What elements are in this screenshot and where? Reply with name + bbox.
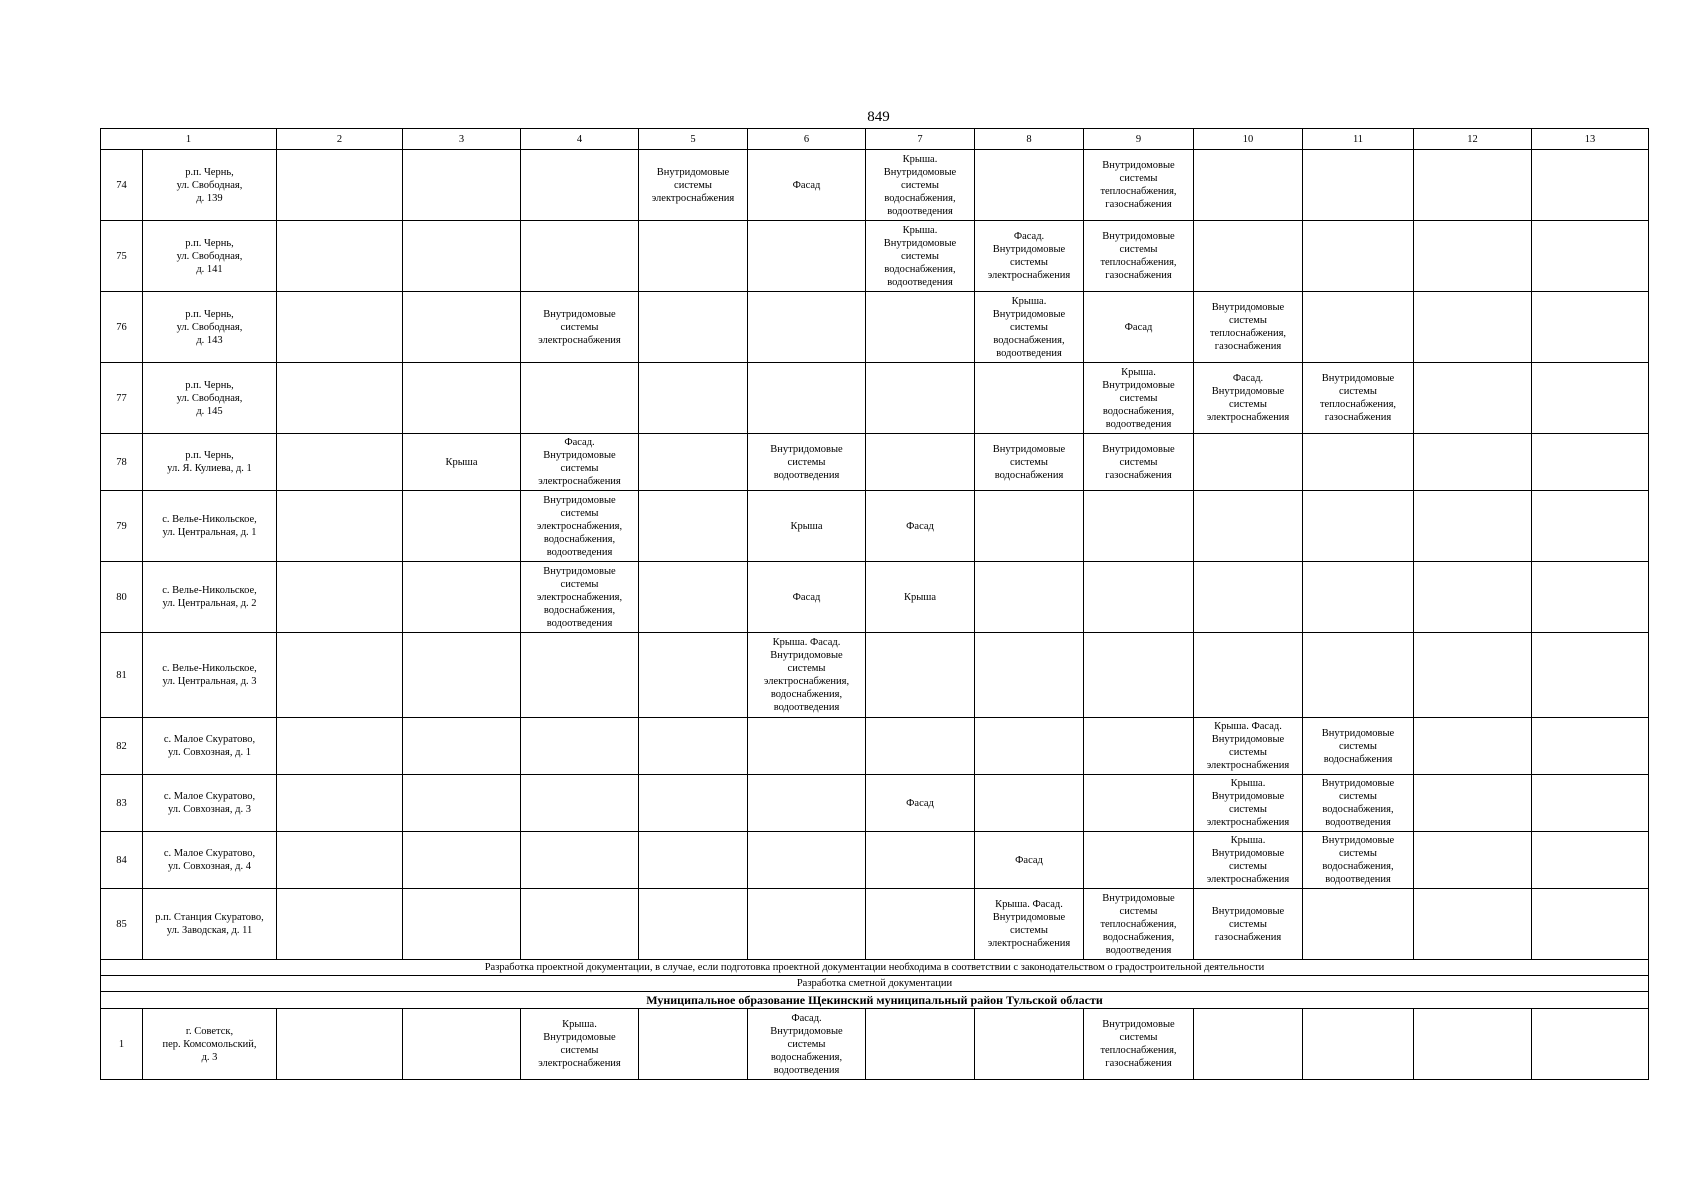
cell-col-9: Внутридомовые системы теплоснабжения, газоснабжения (1084, 150, 1194, 221)
row-number: 81 (101, 633, 143, 718)
column-header-1: 1 (101, 129, 277, 150)
row-number: 83 (101, 775, 143, 832)
cell-col-2 (277, 363, 403, 434)
cell-col-3 (403, 832, 521, 889)
cell-col-8: Фасад. Внутридомовые системы электроснабжения (975, 221, 1084, 292)
cell-col-13 (1532, 633, 1649, 718)
cell-col-5: Внутридомовые системы электроснабжения (639, 150, 748, 221)
cell-col-4 (521, 718, 639, 775)
cell-col-13 (1532, 562, 1649, 633)
cell-col-10: Внутридомовые системы газоснабжения (1194, 889, 1303, 960)
cell-col-9: Фасад (1084, 292, 1194, 363)
cell-col-12 (1414, 491, 1532, 562)
cell-col-4 (521, 221, 639, 292)
table-row (101, 363, 1649, 434)
cell-col-11 (1303, 633, 1414, 718)
cell-col-8: Фасад (975, 832, 1084, 889)
column-number-row (101, 129, 1649, 150)
cell-col-6 (748, 775, 866, 832)
cell-col-6 (748, 363, 866, 434)
cell-col-10: Крыша. Внутридомовые системы электроснабжения (1194, 832, 1303, 889)
cell-col-10: Крыша. Фасад. Внутридомовые системы электроснабжения (1194, 718, 1303, 775)
cell-col-3 (403, 1009, 521, 1080)
estimate-note: Разработка сметной документации (101, 976, 1649, 992)
cell-col-12 (1414, 633, 1532, 718)
table-row (101, 491, 1649, 562)
cell-col-5 (639, 221, 748, 292)
cell-col-4: Фасад. Внутридомовые системы электроснабжения (521, 434, 639, 491)
cell-col-6: Фасад (748, 562, 866, 633)
cell-col-10 (1194, 221, 1303, 292)
cell-col-7 (866, 633, 975, 718)
row-number: 74 (101, 150, 143, 221)
cell-col-5 (639, 889, 748, 960)
cell-col-3 (403, 491, 521, 562)
row-address: р.п. Чернь, ул. Свободная, д. 145 (143, 363, 277, 434)
column-header-2: 2 (277, 129, 403, 150)
row-address: с. Велье-Никольское, ул. Центральная, д. 1 (143, 491, 277, 562)
cell-col-11 (1303, 221, 1414, 292)
cell-col-11: Внутридомовые системы водоснабжения (1303, 718, 1414, 775)
cell-col-10 (1194, 562, 1303, 633)
cell-col-8 (975, 363, 1084, 434)
row-address: р.п. Чернь, ул. Свободная, д. 143 (143, 292, 277, 363)
row-number: 85 (101, 889, 143, 960)
cell-col-7 (866, 1009, 975, 1080)
table-row (101, 1009, 1649, 1080)
column-header-13: 13 (1532, 129, 1649, 150)
row-address: с. Велье-Никольское, ул. Центральная, д. 2 (143, 562, 277, 633)
column-header-6: 6 (748, 129, 866, 150)
cell-col-9: Внутридомовые системы газоснабжения (1084, 434, 1194, 491)
row-address: р.п. Чернь, ул. Я. Кулиева, д. 1 (143, 434, 277, 491)
column-header-8: 8 (975, 129, 1084, 150)
cell-col-6 (748, 221, 866, 292)
cell-col-13 (1532, 221, 1649, 292)
cell-col-5 (639, 562, 748, 633)
row-number: 80 (101, 562, 143, 633)
cell-col-2 (277, 718, 403, 775)
table-row (101, 832, 1649, 889)
column-header-12: 12 (1414, 129, 1532, 150)
cell-col-3 (403, 292, 521, 363)
table-row (101, 718, 1649, 775)
column-header-7: 7 (866, 129, 975, 150)
cell-col-13 (1532, 889, 1649, 960)
cell-col-2 (277, 633, 403, 718)
cell-col-4: Внутридомовые системы электроснабжения (521, 292, 639, 363)
table-row (101, 292, 1649, 363)
table-row (101, 150, 1649, 221)
cell-col-10 (1194, 434, 1303, 491)
cell-col-11: Внутридомовые системы водоснабжения, водоотведения (1303, 832, 1414, 889)
cell-col-9 (1084, 718, 1194, 775)
cell-col-4 (521, 832, 639, 889)
cell-col-9 (1084, 775, 1194, 832)
cell-col-5 (639, 292, 748, 363)
cell-col-12 (1414, 221, 1532, 292)
cell-col-3: Крыша (403, 434, 521, 491)
cell-col-10 (1194, 1009, 1303, 1080)
cell-col-5 (639, 1009, 748, 1080)
cell-col-4 (521, 150, 639, 221)
cell-col-13 (1532, 832, 1649, 889)
cell-col-7 (866, 363, 975, 434)
row-number: 1 (101, 1009, 143, 1080)
cell-col-8 (975, 633, 1084, 718)
cell-col-9: Крыша. Внутридомовые системы водоснабжения, водоотведения (1084, 363, 1194, 434)
cell-col-6: Фасад (748, 150, 866, 221)
cell-col-3 (403, 889, 521, 960)
cell-col-4 (521, 363, 639, 434)
municipality-heading-row (101, 992, 1649, 1009)
column-header-3: 3 (403, 129, 521, 150)
cell-col-6: Крыша. Фасад. Внутридомовые системы электроснабжения, водоснабжения, водоотведения (748, 633, 866, 718)
page-number: 849 (867, 109, 890, 125)
cell-col-11 (1303, 292, 1414, 363)
cell-col-2 (277, 221, 403, 292)
cell-col-2 (277, 832, 403, 889)
cell-col-8 (975, 1009, 1084, 1080)
row-address: р.п. Чернь, ул. Свободная, д. 141 (143, 221, 277, 292)
cell-col-13 (1532, 718, 1649, 775)
row-number: 79 (101, 491, 143, 562)
cell-col-8: Крыша. Внутридомовые системы водоснабжения, водоотведения (975, 292, 1084, 363)
cell-col-11 (1303, 434, 1414, 491)
cell-col-4 (521, 633, 639, 718)
cell-col-9: Внутридомовые системы теплоснабжения, газоснабжения (1084, 221, 1194, 292)
cell-col-2 (277, 562, 403, 633)
cell-col-12 (1414, 889, 1532, 960)
cell-col-6 (748, 832, 866, 889)
cell-col-7 (866, 292, 975, 363)
cell-col-6: Внутридомовые системы водоотведения (748, 434, 866, 491)
cell-col-12 (1414, 832, 1532, 889)
table-row (101, 633, 1649, 718)
cell-col-9: Внутридомовые системы теплоснабжения, водоснабжения, водоотведения (1084, 889, 1194, 960)
cell-col-7: Фасад (866, 775, 975, 832)
cell-col-2 (277, 434, 403, 491)
cell-col-5 (639, 633, 748, 718)
cell-col-3 (403, 775, 521, 832)
cell-col-4: Внутридомовые системы электроснабжения, водоснабжения, водоотведения (521, 562, 639, 633)
cell-col-3 (403, 221, 521, 292)
cell-col-3 (403, 150, 521, 221)
table-row (101, 775, 1649, 832)
cell-col-5 (639, 363, 748, 434)
column-header-11: 11 (1303, 129, 1414, 150)
cell-col-12 (1414, 562, 1532, 633)
cell-col-5 (639, 491, 748, 562)
cell-col-12 (1414, 292, 1532, 363)
cell-col-6: Крыша (748, 491, 866, 562)
cell-col-7: Крыша (866, 562, 975, 633)
row-number: 82 (101, 718, 143, 775)
data-rows (101, 150, 1649, 960)
cell-col-9 (1084, 633, 1194, 718)
cell-col-6 (748, 292, 866, 363)
cell-col-12 (1414, 434, 1532, 491)
cell-col-8: Крыша. Фасад. Внутридомовые системы электроснабжения (975, 889, 1084, 960)
table-row (101, 221, 1649, 292)
row-address: р.п. Чернь, ул. Свободная, д. 139 (143, 150, 277, 221)
cell-col-10: Внутридомовые системы теплоснабжения, газоснабжения (1194, 292, 1303, 363)
table-row (101, 889, 1649, 960)
cell-col-2 (277, 150, 403, 221)
cell-col-9 (1084, 491, 1194, 562)
cell-col-5 (639, 434, 748, 491)
cell-col-13 (1532, 292, 1649, 363)
column-header-9: 9 (1084, 129, 1194, 150)
cell-col-9: Внутридомовые системы теплоснабжения, газоснабжения (1084, 1009, 1194, 1080)
cell-col-11 (1303, 491, 1414, 562)
cell-col-5 (639, 718, 748, 775)
design-note: Разработка проектной документации, в случае, если подготовка проектной документации необходима в соответствии с законодательством о градостроительной деятельности (101, 960, 1649, 976)
row-address: с. Велье-Никольское, ул. Центральная, д. 3 (143, 633, 277, 718)
repair-schedule-table (100, 128, 1649, 1080)
cell-col-7 (866, 434, 975, 491)
cell-col-4: Крыша. Внутридомовые системы электроснабжения (521, 1009, 639, 1080)
row-address: г. Советск, пер. Комсомольский, д. 3 (143, 1009, 277, 1080)
cell-col-7 (866, 718, 975, 775)
column-header-4: 4 (521, 129, 639, 150)
cell-col-10 (1194, 491, 1303, 562)
cell-col-3 (403, 633, 521, 718)
cell-col-11: Внутридомовые системы теплоснабжения, газоснабжения (1303, 363, 1414, 434)
cell-col-12 (1414, 718, 1532, 775)
cell-col-10: Фасад. Внутридомовые системы электроснабжения (1194, 363, 1303, 434)
cell-col-8: Внутридомовые системы водоснабжения (975, 434, 1084, 491)
cell-col-13 (1532, 150, 1649, 221)
cell-col-7: Крыша. Внутридомовые системы водоснабжения, водоотведения (866, 150, 975, 221)
cell-col-4: Внутридомовые системы электроснабжения, водоснабжения, водоотведения (521, 491, 639, 562)
cell-col-6 (748, 718, 866, 775)
cell-col-13 (1532, 775, 1649, 832)
row-number: 76 (101, 292, 143, 363)
cell-col-8 (975, 150, 1084, 221)
row-number: 75 (101, 221, 143, 292)
cell-col-3 (403, 363, 521, 434)
table-row (101, 562, 1649, 633)
cell-col-9 (1084, 832, 1194, 889)
row-address: р.п. Станция Скуратово, ул. Заводская, д. 11 (143, 889, 277, 960)
cell-col-6 (748, 889, 866, 960)
cell-col-8 (975, 718, 1084, 775)
cell-col-12 (1414, 775, 1532, 832)
cell-col-7 (866, 832, 975, 889)
cell-col-11 (1303, 150, 1414, 221)
cell-col-6: Фасад. Внутридомовые системы водоснабжения, водоотведения (748, 1009, 866, 1080)
cell-col-13 (1532, 491, 1649, 562)
row-address: с. Малое Скуратово, ул. Совхозная, д. 4 (143, 832, 277, 889)
cell-col-9 (1084, 562, 1194, 633)
municipality-heading: Муниципальное образование Щекинский муниципальный район Тульской области (101, 992, 1649, 1009)
cell-col-12 (1414, 150, 1532, 221)
cell-col-13 (1532, 434, 1649, 491)
column-header-10: 10 (1194, 129, 1303, 150)
cell-col-3 (403, 562, 521, 633)
cell-col-11 (1303, 889, 1414, 960)
cell-col-2 (277, 491, 403, 562)
row-address: с. Малое Скуратово, ул. Совхозная, д. 3 (143, 775, 277, 832)
row-number: 78 (101, 434, 143, 491)
cell-col-7 (866, 889, 975, 960)
table-row (101, 434, 1649, 491)
cell-col-2 (277, 1009, 403, 1080)
cell-col-12 (1414, 1009, 1532, 1080)
cell-col-2 (277, 775, 403, 832)
cell-col-8 (975, 491, 1084, 562)
cell-col-2 (277, 292, 403, 363)
cell-col-13 (1532, 1009, 1649, 1080)
cell-col-5 (639, 832, 748, 889)
cell-col-8 (975, 775, 1084, 832)
cell-col-10 (1194, 633, 1303, 718)
cell-col-7: Фасад (866, 491, 975, 562)
cell-col-4 (521, 775, 639, 832)
cell-col-10 (1194, 150, 1303, 221)
row-number: 84 (101, 832, 143, 889)
row-number: 77 (101, 363, 143, 434)
cell-col-13 (1532, 363, 1649, 434)
cell-col-3 (403, 718, 521, 775)
cell-col-5 (639, 775, 748, 832)
cell-col-4 (521, 889, 639, 960)
cell-col-8 (975, 562, 1084, 633)
cell-col-12 (1414, 363, 1532, 434)
cell-col-11: Внутридомовые системы водоснабжения, водоотведения (1303, 775, 1414, 832)
column-header-5: 5 (639, 129, 748, 150)
cell-col-11 (1303, 562, 1414, 633)
cell-col-2 (277, 889, 403, 960)
cell-col-10: Крыша. Внутридомовые системы электроснабжения (1194, 775, 1303, 832)
cell-col-7: Крыша. Внутридомовые системы водоснабжения, водоотведения (866, 221, 975, 292)
row-address: с. Малое Скуратово, ул. Совхозная, д. 1 (143, 718, 277, 775)
design-note-row (101, 960, 1649, 976)
estimate-note-row (101, 976, 1649, 992)
cell-col-11 (1303, 1009, 1414, 1080)
